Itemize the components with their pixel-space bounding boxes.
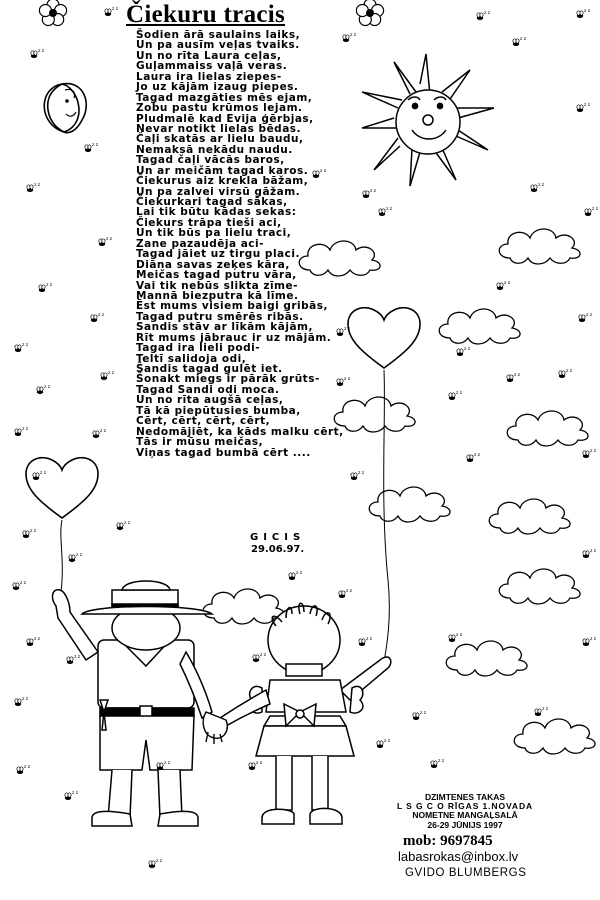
event-line-1: DZIMTENES TAKAS	[424, 792, 506, 802]
event-line-4: 26-29 JŪNIJS 1997	[427, 819, 503, 830]
poem-line: Šodien ārā saulains laiks,	[136, 29, 301, 41]
moon-icon	[44, 84, 86, 133]
poem-line: Un tik būs pa lielu traci,	[136, 227, 292, 240]
poem-line: Laura ira lielas ziepes-	[136, 70, 282, 83]
mobile-number: mob: 9697845	[403, 833, 493, 849]
heart-balloon-left	[26, 458, 98, 518]
author-name: GVIDO BLUMBERGS	[405, 867, 527, 879]
cloud-icon	[439, 309, 520, 344]
poem-line: Čiekurus aiz krekla bāžam,	[136, 175, 309, 188]
poem-line: Sandis stāv ar līkām kājām,	[136, 321, 313, 334]
poem-line: Lai tik būtu kādas sekas:	[136, 206, 297, 219]
signature	[250, 532, 305, 556]
cloud-icon	[514, 719, 595, 754]
poem-line: Cērt, cērt, cērt, cērt,	[136, 415, 271, 428]
poem-line: Tagad čaļi vācās baros,	[136, 154, 285, 167]
poem-line: Nevar notikt lielas bēdas.	[136, 122, 302, 135]
flower-icon	[39, 0, 66, 26]
poem-line: Mannā biezputra kā līme.	[136, 289, 299, 302]
event-info	[392, 793, 538, 830]
poem-line: Un no rīta Laura ceļas,	[136, 49, 282, 62]
cloud-icon	[499, 229, 580, 264]
poem-line: Tagad putru smērēs ribās.	[136, 310, 304, 323]
poem-line: Un no rīta augšā ceļas,	[136, 394, 284, 407]
cloud-icon	[334, 397, 415, 432]
poem-line: Tagad mazgāties mēs ejam,	[136, 91, 313, 104]
poem-line: Tagad Sandi odi moca.	[136, 383, 280, 396]
poem-line: Pludmalē kad Evija ģērbjas,	[136, 112, 314, 125]
poem-line: Tagad jāiet uz tirgu placi.	[136, 248, 300, 261]
poem-line: Tagad ira lieli podi-	[136, 342, 261, 355]
poem-line: Jo uz kājām izaug piepes.	[136, 81, 299, 94]
poem-line: Tās ir mūsu meičas,	[136, 436, 264, 449]
sun-icon	[362, 54, 494, 186]
heart-balloon-right	[348, 308, 420, 368]
cloud-icon	[507, 411, 588, 446]
poem-line: Un pa ausīm veļas tvaiks.	[136, 39, 300, 52]
event-line-3: NOMETNE MANGAĻSALĀ	[412, 810, 518, 821]
poem-line: Un pa zalvei virsū gāžam.	[136, 185, 301, 198]
poem-line: Zobu pastu krūmos lejam.	[136, 102, 303, 115]
poem-line: Ēst mums visiem baigi gribās,	[136, 300, 328, 313]
poem-line: Šandis tagad gulēt iet.	[136, 363, 283, 375]
poem-line: Rīt mums jābrauc ir uz mājām.	[136, 331, 332, 344]
poem-line: Teltī salidoja odi,	[136, 352, 247, 365]
event-line-2: L S G C O RĪGAS 1.NOVADA	[396, 801, 534, 812]
poem-line: Nedomājiēt, ka kāds malku cērt,	[136, 425, 344, 438]
poem-line: Guļammaiss vaļā veras.	[136, 60, 288, 73]
signature-date: 29.06.97.	[251, 544, 305, 555]
poem-line: Šonakt miegs ir pārāk grūts-	[136, 373, 320, 386]
poem-line: Vai tik nebūs slikta zīme-	[136, 279, 298, 292]
cloud-icon	[489, 499, 570, 534]
poem-line: Tā kā piepūtusies bumba,	[136, 404, 301, 417]
flower-icon	[356, 0, 383, 26]
poem-line: Čiekurkari tagad sākas,	[136, 196, 288, 208]
email-address: labasrokas@inbox.lv	[398, 849, 519, 864]
poem-line: Un ar meičām tagad karos.	[136, 164, 309, 177]
cloud-icon	[369, 487, 450, 522]
poem-line: Meičas tagad putru vāra,	[136, 269, 297, 282]
poem-line: Nemaksā nekādu naudu.	[136, 143, 293, 156]
poem-line: Diāna savas zeķes kāra,	[136, 258, 290, 271]
poem-line: Zane pazaudēja aci-	[136, 237, 264, 250]
balloon-string	[60, 520, 62, 600]
poem-line: Čiekurs trāpa tieši aci,	[136, 216, 282, 229]
cloud-icon	[499, 569, 580, 604]
signature-name: GICIS	[250, 532, 306, 543]
poem-body	[136, 30, 344, 458]
boy-figure	[53, 581, 212, 826]
poem-line: Čaļi skatās ar lielu baudu,	[136, 133, 304, 146]
poem-line: Viņas tagad bumbā cērt ....	[136, 446, 311, 459]
poem-title: Čiekuru tracis	[126, 1, 286, 28]
cloud-icon	[446, 641, 527, 676]
